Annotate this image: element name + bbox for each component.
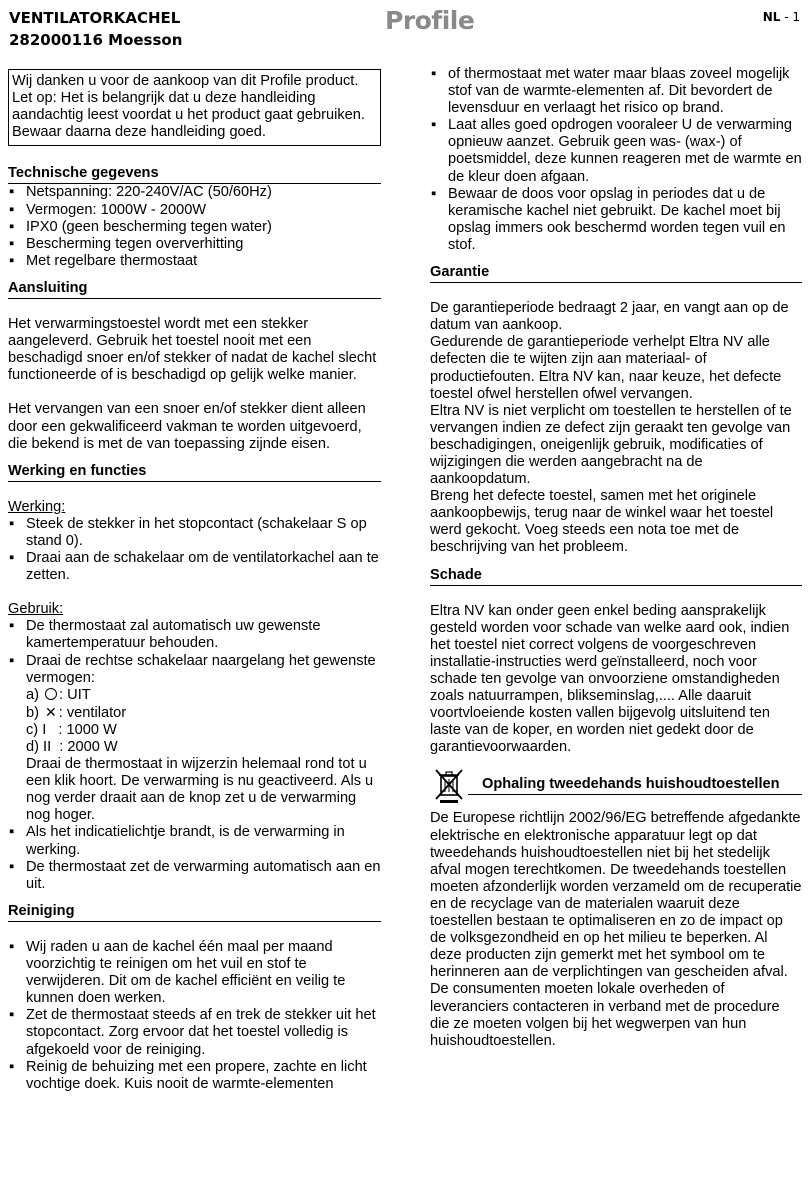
- usage-list: [8, 618, 381, 893]
- document-title: [9, 7, 182, 51]
- disposal-heading: [430, 766, 802, 804]
- warranty-paragraph: Gedurende de garantieperiode verhelpt Eltra NV alle defecten die te wijten zijn aan materiaal- of productiefouten. Eltra NV kan, naar keuze, het defecte toestel ofwel herstellen ofwel vervangen.: [430, 334, 782, 402]
- language-code: NL: [762, 10, 781, 24]
- working-label: Werking:: [8, 498, 66, 515]
- damage-paragraph: Eltra NV kan onder geen enkel beding aansprakelijk gesteld worden voor schade van welke aard ook, indien het toestel niet correct volgens de voorgeschreven installatie-instructies werd geïnstalleerd, noch voor schade ten gevolge van onvoorziene omstandigheden zoals natuurrampen, blikseminslag,.... Alle daaruit voortvloeiende kosten vallen bijgevolg uitsluitend ten laste van de koper, en worden niet gedekt door de garantievoorwaarden.: [430, 602, 790, 756]
- crossed-bin-icon: [430, 766, 468, 804]
- list-item: ▪ Laat alles goed opdrogen vooraleer U de verwarming opnieuw aanzet. Gebruik geen was- (wax-) of poetsmiddel, deze kunnen reageren met de warmte en de kleur doen afgaan.: [430, 117, 802, 185]
- list-item: ▪ Bewaar de doos voor opslag in periodes dat u de keramische kachel niet gebruikt. De kachel moet bij opslag immers ook beschermd worden tegen vuil en stof.: [430, 186, 802, 254]
- switch-intro: ▪ Draai de rechtse schakelaar naargelang het gewenste vermogen:: [26, 652, 376, 686]
- warranty-paragraph: Eltra NV is niet verplicht om toestellen te herstellen of te vervangen indien ze defect zijn geraakt ten gevolge van beschadigingen, oneigenlijk gebruik, modificaties of wijzigingen die werden aangebracht na de aankoopdatum.: [430, 402, 792, 488]
- list-item: ▪ Als het indicatielichtje brandt, is de verwarming in werking.: [8, 824, 381, 858]
- technical-section-title: Technische gegevens: [8, 165, 381, 184]
- warranty-paragraph: De garantieperiode bedraagt 2 jaar, en vangt aan op de datum van aankoop.: [430, 300, 789, 334]
- disposal-paragraph: De consumenten moeten lokale overheden of leveranciers contacteren in verband met de procedure die ze moeten volgen bij het wegwerpen van hun huishoudtoestellen.: [430, 981, 780, 1049]
- disposal-section-title: Ophaling tweedehands huishoudtoestellen: [468, 776, 802, 795]
- list-item: ▪ Bescherming tegen oververhitting: [8, 236, 381, 253]
- list-item: ▪ Met regelbare thermostaat: [8, 253, 381, 270]
- list-item: ▪ Zet de thermostaat steeds af en trek de stekker uit het stopcontact. Zorg ervoor dat het toestel volledig is afgekoeld voor de reiniging.: [8, 1007, 381, 1058]
- disposal-paragraph: De Europese richtlijn 2002/96/EG betreffende afgedankte elektrische en elektronische apparatuur legt op dat tweedehands huishoudtoestellen niet bij het stedelijk afval mogen terechtkomen. De tweedehands toestellen moeten afzonderlijk worden verzameld om de recuperatie en de recyclage van de materialen waaruit deze toestellen bestaan te optimaliseren en zo de impact op de volksgezondheid en op het milieu te beperken. Al deze producten zijn gemerkt met het symbool om te herinneren aan de verplichtingen van gescheiden afval.: [430, 810, 802, 981]
- option-2000w: d) II : 2000 W: [26, 739, 118, 755]
- list-item: ▪ Steek de stekker in het stopcontact (schakelaar S op stand 0).: [8, 516, 381, 550]
- page-number: [763, 10, 800, 24]
- off-circle-icon: [45, 688, 57, 700]
- intro-text: Wij danken u voor de aankoop van dit Profile product. Let op: Het is belangrijk dat u deze handleiding aandachtig leest voordat u het product gaat gebruiken. Bewaar daarna deze handleiding goed.: [12, 73, 365, 141]
- option-a-prefix: a): [26, 686, 39, 703]
- list-item: ▪ De thermostaat zet de verwarming automatisch aan en uit.: [8, 859, 381, 893]
- operation-section-title: Werking en functies: [8, 463, 381, 482]
- cleaning-section-title: Reiniging: [8, 903, 381, 922]
- list-item: ▪ De thermostaat zal automatisch uw gewenste kamertemperatuur behouden.: [8, 618, 381, 652]
- cleaning-list: [8, 939, 381, 1093]
- product-code: 282000116 Moesson: [9, 31, 183, 49]
- list-item: ▪ Reinig de behuizing met een propere, zachte en licht vochtige doek. Kuis nooit de warmte-elementen: [8, 1059, 381, 1093]
- list-item: ▪ Netspanning: 220-240V/AC (50/60Hz): [8, 184, 381, 201]
- working-list: [8, 516, 381, 584]
- option-off: [26, 687, 381, 704]
- list-item: ▪ Wij raden u aan de kachel één maal per maand voorzichtig te reinigen om het vuil en stof te verwijderen. Dit om de kachel efficiënt en veilig te kunnen doen werken.: [8, 939, 381, 1007]
- connection-section-title: Aansluiting: [8, 280, 381, 299]
- damage-section-title: Schade: [430, 567, 802, 586]
- usage-label: Gebruik:: [8, 601, 64, 618]
- right-column: [430, 66, 802, 1050]
- intro-box: [8, 69, 381, 146]
- warranty-paragraph: Breng het defecte toestel, samen met het originele aankoopbewijs, terug naar de winkel waar het toestel werd gekocht. Voeg steeds een nota toe met de beschrijving van het probleem.: [430, 488, 774, 556]
- page-index: - 1: [784, 10, 800, 24]
- cleaning-list-continued: [430, 66, 802, 254]
- brand-logo: Profile: [385, 6, 475, 35]
- list-item: [8, 653, 381, 825]
- list-item: ▪ Draai aan de schakelaar om de ventilatorkachel aan te zetten.: [8, 550, 381, 584]
- option-fan: [26, 704, 381, 722]
- option-a-text: : UIT: [59, 686, 91, 703]
- connection-paragraph: Het vervangen van een snoer en/of stekker dient alleen door een gekwalificeerd vakman te worden uitgevoerd, die bekend is met de van toepassing zijnde eisen.: [8, 401, 366, 452]
- connection-paragraph: Het verwarmingstoestel wordt met een stekker aangeleverd. Gebruik het toestel nooit met een beschadigd snoer en/of stekker of nadat de kachel slecht functioneerde of is beschadigd op gelijk welke manier.: [8, 316, 377, 384]
- page-header: [0, 0, 808, 56]
- option-b-prefix: b): [26, 704, 39, 721]
- fan-icon: ✕: [45, 703, 57, 720]
- list-item: ▪ Vermogen: 1000W - 2000W: [8, 202, 381, 219]
- option-1000w: c) I : 1000 W: [26, 721, 117, 738]
- option-b-text: : ventilator: [58, 704, 127, 721]
- left-column: [8, 66, 381, 1093]
- list-item: ▪ of thermostaat met water maar blaas zoveel mogelijk stof van de warmte-elementen af. Dit bevordert de levensduur en verlaagt het risico op brand.: [430, 66, 802, 117]
- switch-outro: Draai de thermostaat in wijzerzin helemaal rond tot u een klik hoort. De verwarming is nu geactiveerd. Als u nog verder draait aan de knop zet u de verwarming nog hoger.: [26, 756, 374, 824]
- product-name: VENTILATORKACHEL: [9, 9, 181, 27]
- warranty-section-title: Garantie: [430, 264, 802, 283]
- technical-list: [8, 184, 381, 269]
- list-item: ▪ IPX0 (geen bescherming tegen water): [8, 219, 381, 236]
